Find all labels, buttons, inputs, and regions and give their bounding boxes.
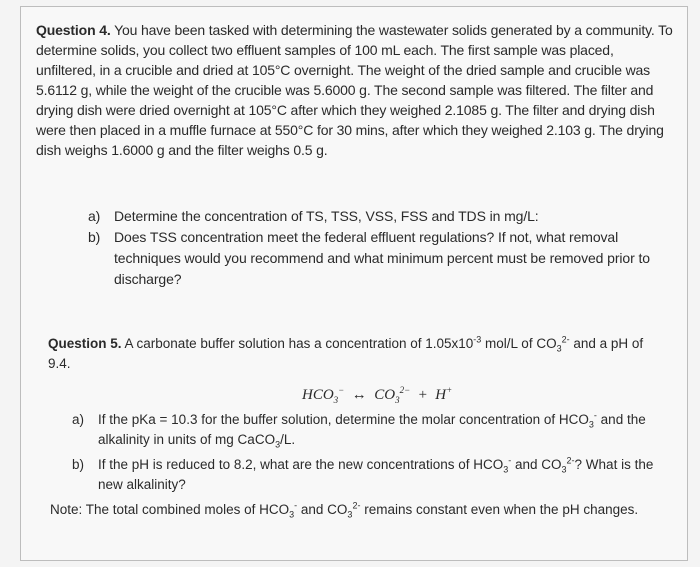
question-5-note: Note: The total combined moles of $HCO_3^-$ and $CO_3^{2-}$ remains constant even when the pH changes. xyxy=(50,500,639,520)
question-4-text xyxy=(36,20,676,160)
part-marker: b) xyxy=(88,229,101,245)
question-5-box xyxy=(38,320,678,556)
question-5-part-a xyxy=(72,410,662,450)
part-text: Does TSS concentration meet the federal effluent regulations? If not, what removal techniques would you recommend and what minimum percent must be removed prior to discharge? xyxy=(114,229,650,287)
question-5-text: Question 5. A carbonate buffer solution has a concentration of $1.05x10^{-3}$ mol/L of $CO_3^{2-}$ and a pH of 9.4. xyxy=(48,334,644,371)
carbonate-equilibrium-equation: $HCO_3^-$ ↔ $CO_3^{2-} + H^+$ xyxy=(302,385,453,405)
question-5-subparts xyxy=(72,410,662,500)
question-5-part-b xyxy=(72,455,662,495)
part-text: If the pH is reduced to 8.2, what are the new concentrations of $HCO_3^-$ and $CO_3^{2-}$? What is the new alkalinity? xyxy=(98,455,654,492)
question-5-label: Question 5. xyxy=(48,336,122,351)
part-text: Determine the concentration of TS, TSS, VSS, FSS and TDS in mg/L: xyxy=(114,208,539,224)
question-4-part-b xyxy=(88,227,673,290)
part-marker: a) xyxy=(88,208,101,224)
question-4-label: Question 4. xyxy=(36,22,111,38)
question-4-subparts xyxy=(88,206,673,290)
part-marker: b) xyxy=(72,457,85,472)
question-4-part-a xyxy=(88,206,673,227)
part-text: If the pKa = 10.3 for the buffer solution, determine the molar concentration of $HCO_3^-$ and the alkalinity in units of mg CaCO$_3$/L. xyxy=(98,410,646,450)
equilibrium-arrow-icon: ↔ xyxy=(351,387,367,403)
part-marker: a) xyxy=(72,412,85,427)
question-4-body: You have been tasked with determining the wastewater solids generated by a community. To determine solids, you collect two effluent samples of 100 mL each. The first sample was placed, unfiltered, in a crucible and dried at 105°C overnight. The weight of the dried sample and crucible was 5.6112 g, while the weight of the crucible was 5.6000 g. The second sample was filtered. The filter and drying dish were dried overnight at 105°C after which they weighed 2.1085 g. The filter and drying dish were then placed in a muffle furnace at 550°C for 30 mins, after which they weighed 2.103 g. The drying dish weighs 1.6000 g and the filter weighs 0.5 g. xyxy=(36,22,673,158)
